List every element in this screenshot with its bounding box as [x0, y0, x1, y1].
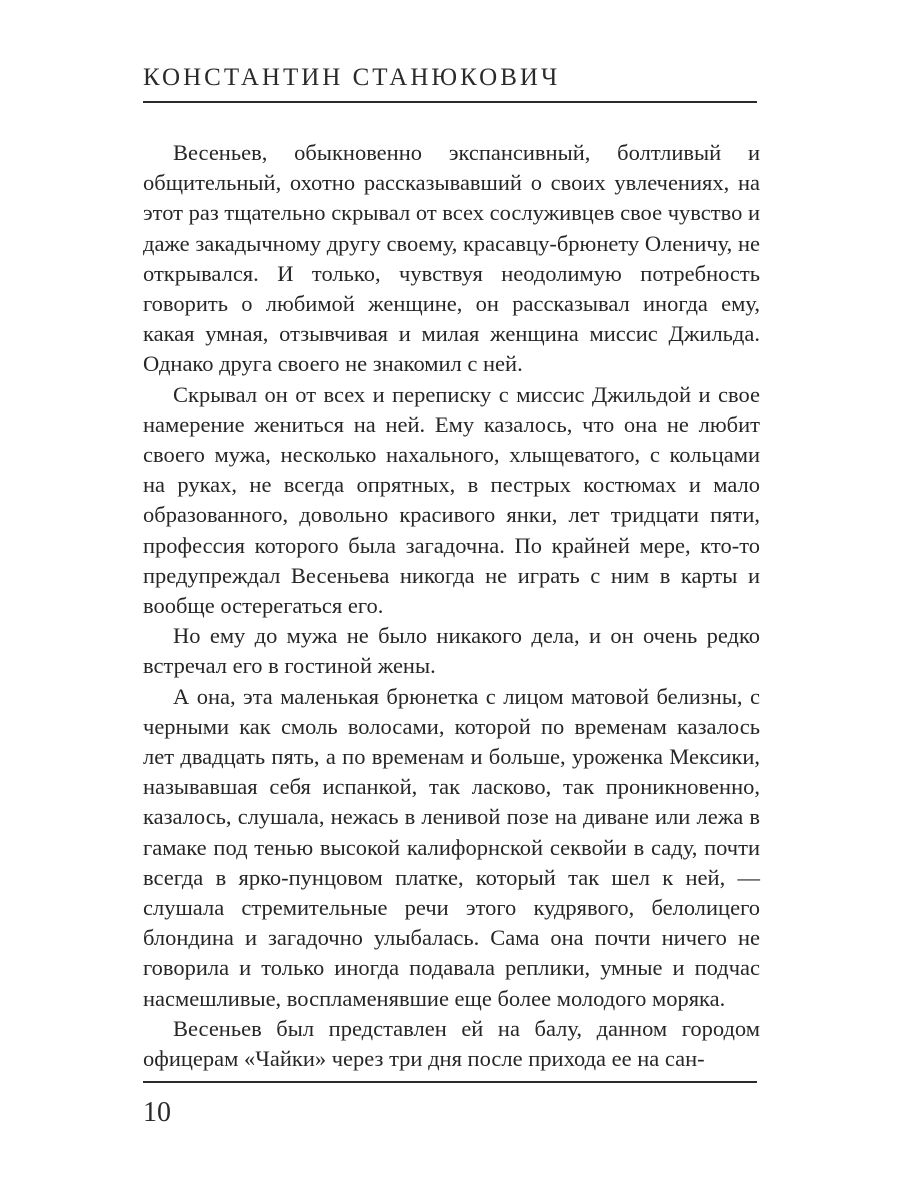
page-number: 10 — [143, 1097, 171, 1128]
body-text — [143, 138, 760, 1074]
footer-rule — [143, 1081, 757, 1083]
header-rule — [143, 101, 757, 103]
running-header: КОНСТАНТИН СТАНЮКОВИЧ — [143, 64, 561, 91]
paragraph: Весеньев был представлен ей на балу, данном городом офицерам «Чайки» через три дня после прихода ее на сан- — [143, 1015, 760, 1072]
paragraph: Весеньев, обыкновенно экспансивный, болтливый и общительный, охотно рассказывавший о своих увлечениях, на этот раз тщательно скрывал от всех сослуживцев свое чувство и даже закадычному другу своему, красавцу-брюнету Оленичу, не открывался. И только, чувствуя неодолимую потребность говорить о любимой женщине, он рассказывал иногда ему, какая умная, отзывчивая и милая женщина миссис Джильда. Однако друга своего не знакомил с ней. — [143, 140, 760, 377]
paragraph: А она, эта маленькая брюнетка с лицом матовой белизны, с черными как смоль волосами, которой по временам казалось лет двадцать пять, а по временам и больше, уроженка Мексики, называвшая себя испанкой, так ласково, так проникновенно, казалось, слушала, нежась в ленивой позе на диване или лежа в гамаке под тенью высокой калифорнской секвойи в саду, почти всегда в ярко-пунцовом платке, который так шел к ней, — слушала стремительные речи этого кудрявого, белолицего блондина и загадочно улыбалась. Сама она почти ничего не говорила и только иногда подавала реплики, умные и подчас насмешливые, воспламенявшие еще более молодого моряка. — [143, 683, 760, 1011]
paragraph: Но ему до мужа не было никакого дела, и он очень редко встречал его в гостиной жены. — [143, 623, 760, 679]
paragraph: Скрывал он от всех и переписку с миссис Джильдой и свое намерение жениться на ней. Ему казалось, что она не любит своего мужа, несколько нахального, хлыщеватого, с кольцами на руках, не всегда опрятных, в пестрых костюмах и мало образованного, довольно красивого янки, лет тридцати пяти, профессия которого была загадочна. По крайней мере, кто-то предупреждал Весеньева никогда не играть с ним в карты и вообще остерегаться его. — [143, 381, 760, 619]
